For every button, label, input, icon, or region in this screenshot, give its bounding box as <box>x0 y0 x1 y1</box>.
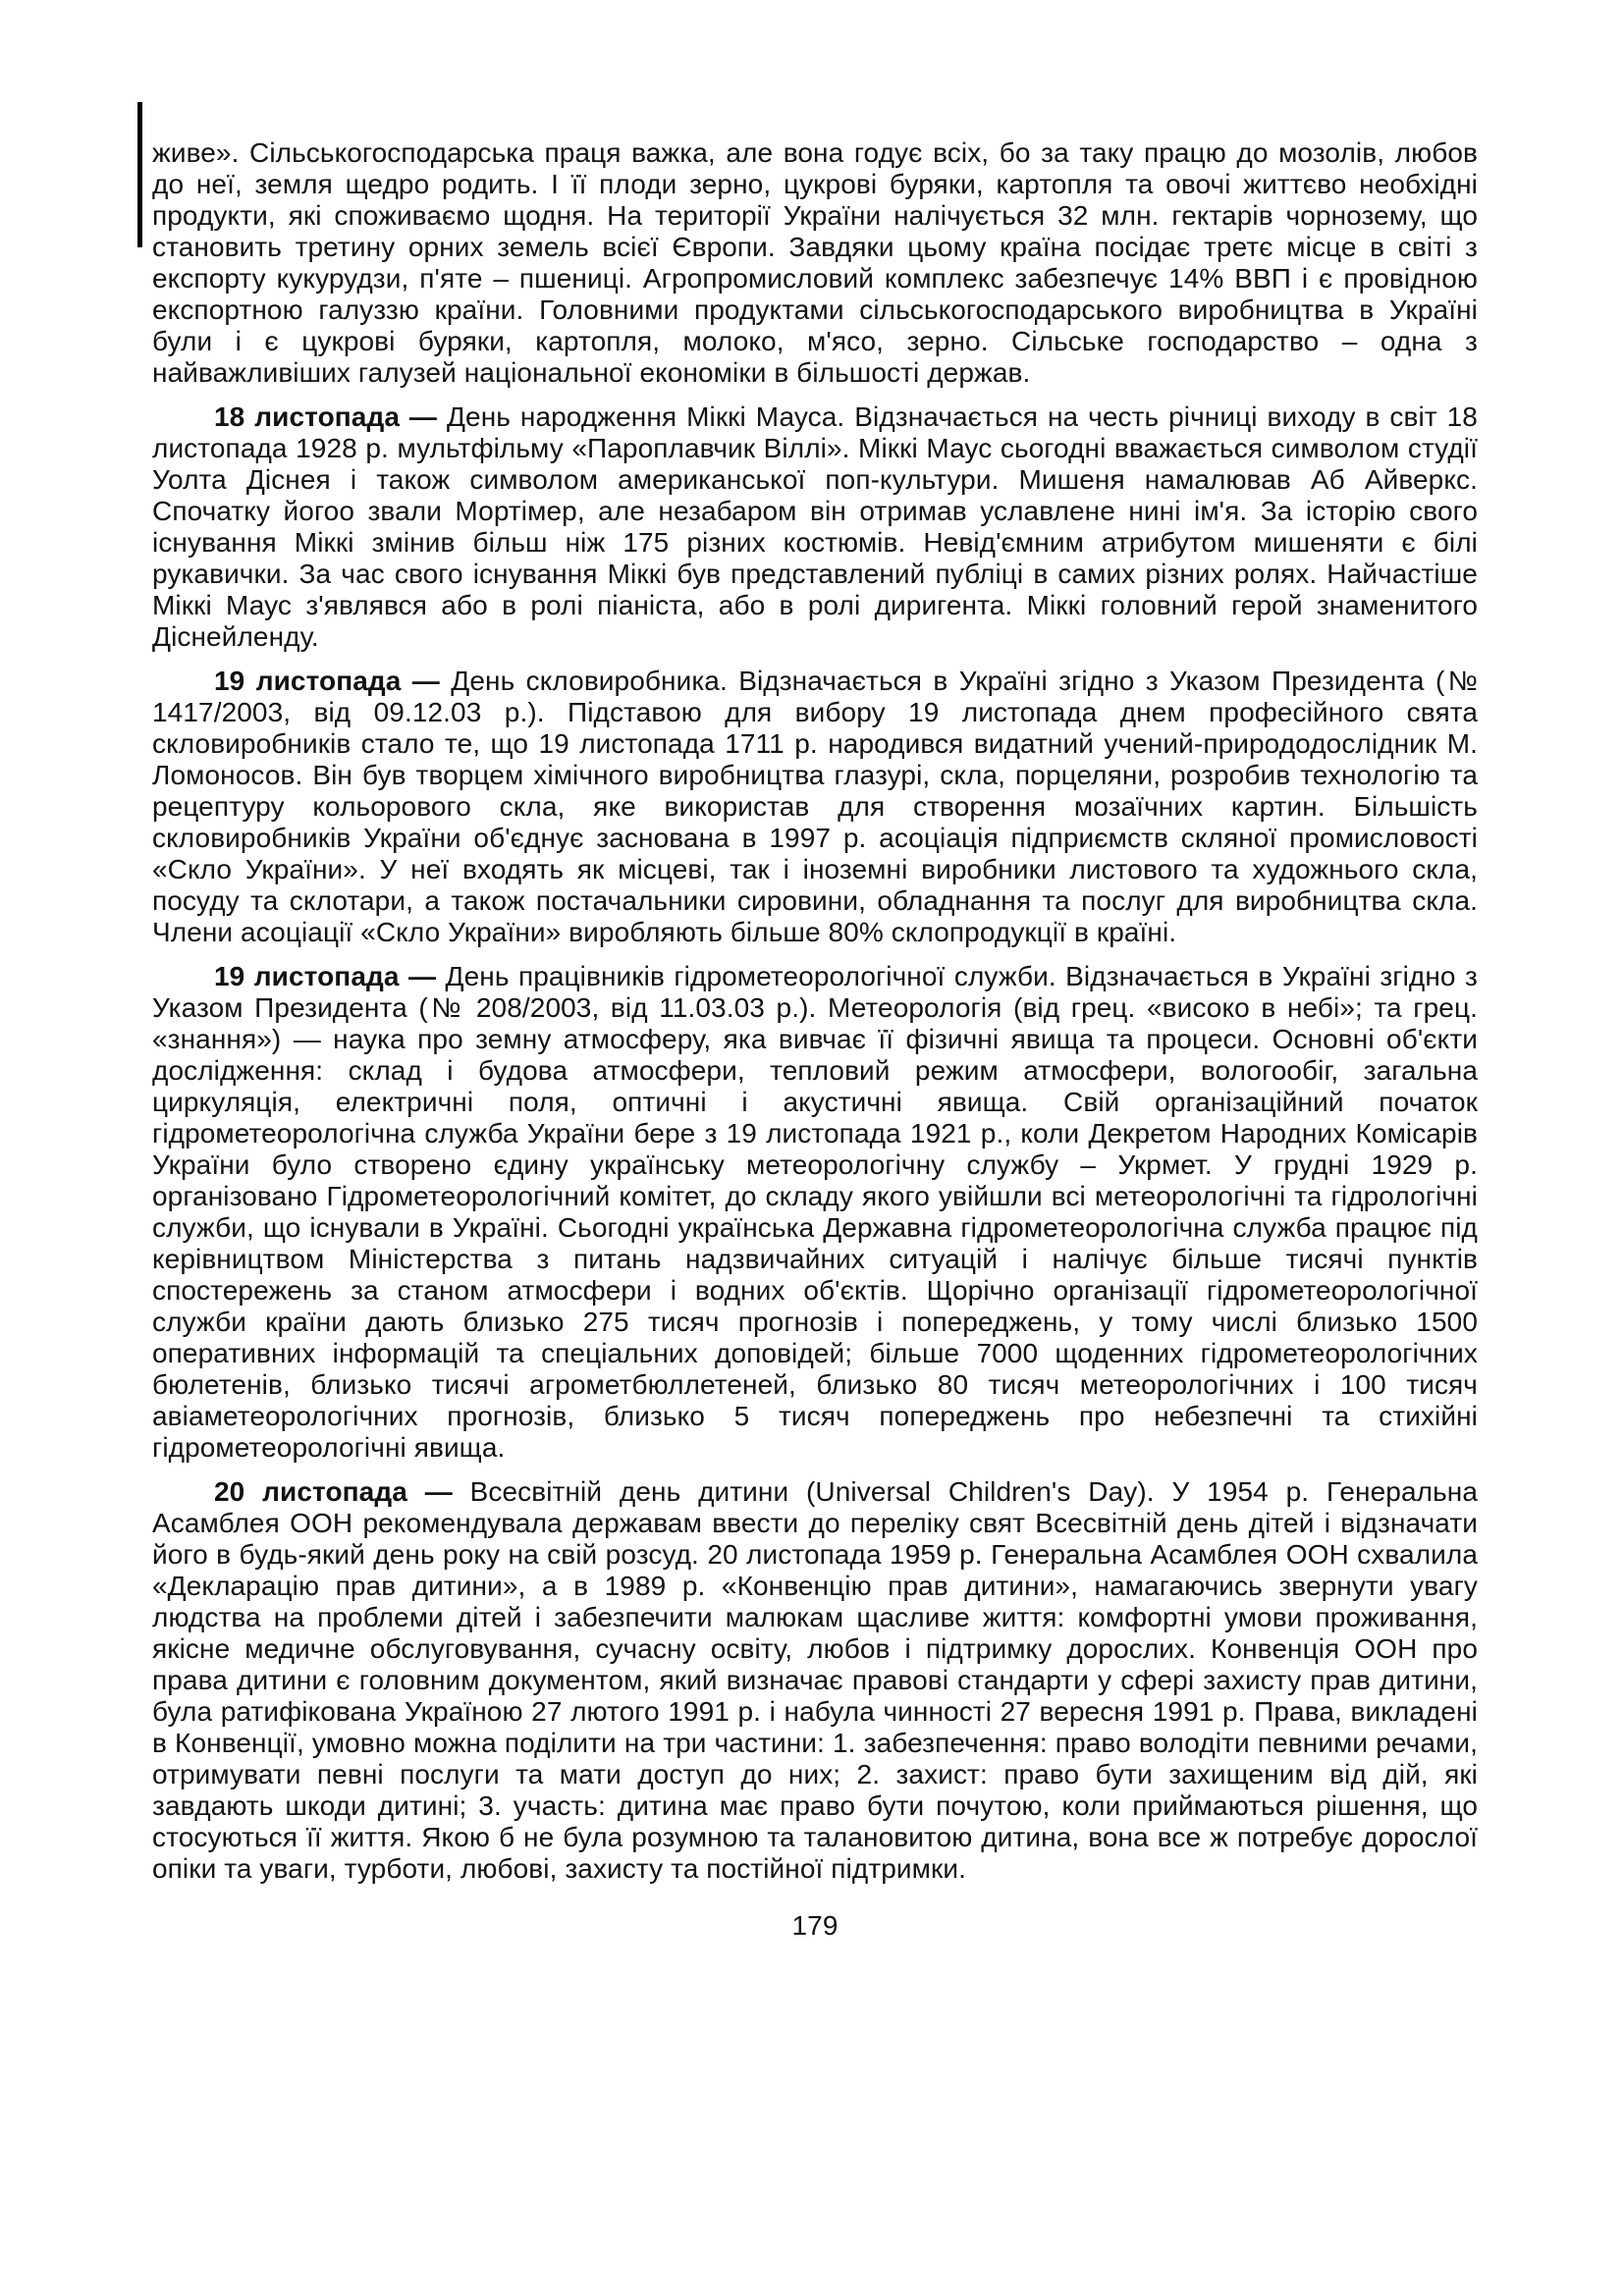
paragraph-november-19-hydromet <box>152 961 1478 1464</box>
paragraph-text: Всесвітній день дитини (Universal Children's Day). У 1954 р. Генеральна Асамблея ООН рекомендувала державам ввести до переліку свят Всесвітній день дітей і відзначати його в будь-який день року на свій розсуд. 20 листопада 1959 р. Генеральна Асамблея ООН схвалила «Декларацію прав дитини», а в 1989 р. «Конвенцію прав дитини», намагаючись звернути увагу людства на проблеми дітей і забезпечити малюкам щасливе життя: комфортні умови проживання, якісне медичне обслуговування, сучасну освіту, любов і підтримку дорослих. Конвенція ООН про права дитини є головним документом, який визначає правові стандарти у сфері захисту прав дитини, була ратифікована Україною 27 лютого 1991 р. і набула чинності 27 вересня 1991 р. Права, викладені в Конвенції, умовно можна поділити на три частини: 1. забезпечення: право володіти певними речами, отримувати певні послуги та мати доступ до них; 2. захист: право бути захищеним від дій, які завдають шкоди дитині; 3. участь: дитина має право бути почутою, коли приймаються рішення, що стосуються її життя. Якою б не була розумною та талановитою дитина, вона все ж потребує дорослої опіки та уваги, турботи, любові, захисту та постійної підтримки. <box>152 1476 1478 1884</box>
paragraph-text: День народження Міккі Мауса. Відзначається на честь річниці виходу в світ 18 листопада 1928 р. мультфільму «Пароплавчик Віллі». Міккі Маус сьогодні вважається символом студії Уолта Діснея і також символом американської поп-культури. Мишеня намалював Аб Айверкс. Спочатку йогоо звали Мортімер, але незабаром він отримав уславлене нині ім'я. За історію свого існування Міккі змінив більш ніж 175 різних костюмів. Невід'ємним атрибутом мишеняти є білі рукавички. За час свого існування Міккі був представлений публіці в самих різних ролях. Найчастіше Міккі Маус з'являвся або в ролі піаніста, або в ролі диригента. Міккі головний герой знаменитого Діснейленду. <box>152 401 1478 652</box>
paragraph-lead: 19 листопада — <box>214 666 452 696</box>
scan-artifact <box>137 102 142 247</box>
paragraph-text: живе». Сільськогосподарська праця важка, але вона годує всіх, бо за таку працю до мозолів, любов до неї, земля щедро родить. І її плоди зерно, цукрові буряки, картопля та овочі життєво необхідні продукти, які споживаємо щодня. На території України налічується 32 млн. гектарів чорнозему, що становить третину орних земель всієї Європи. Завдяки цьому країна посідає третє місце в світі з експорту кукурудзи, п'яте – пшениці. Агропромисловий комплекс забезпечує 14% ВВП і є провідною експортною галуззю країни. Головними продуктами сільськогосподарського виробництва в Україні були і є цукрові буряки, картопля, молоко, м'ясо, зерно. Сільське господарство – одна з найважливіших галузей національної економіки в більшості держав. <box>152 137 1478 388</box>
page-content <box>152 137 1478 1942</box>
paragraph-text: День працівників гідрометеорологічної служби. Відзначається в Україні згідно з Указом Президента (№ 208/2003, від 11.03.03 р.). Метеорологія (від грец. «високо в небі»; та грец. «знання») — наука про земну атмосферу, яка вивчає її фізичні явища та процеси. Основні об'єкти дослідження: склад і будова атмосфери, тепловий режим атмосфери, вологообіг, загальна циркуляція, електричні поля, оптичні і акустичні явища. Свій організаційний початок гідрометеорологічна служба України бере з 19 листопада 1921 р., коли Декретом Народних Комісарів України було створено єдину українську метеорологічну службу – Укрмет. У грудні 1929 р. організовано Гідрометеорологічний комітет, до складу якого увійшли всі метеорологічні та гідрологічні служби, що існували в Україні. Сьогодні українська Державна гідрометеорологічна служба працює під керівництвом Міністерства з питань надзвичайних ситуацій і налічує більше тисячі пунктів спостережень за станом атмосфери і водних об'єктів. Щорічно організації гідрометеорологічної служби країни дають близько 275 тисяч прогнозів і попереджень, у тому числі близько 1500 оперативних інформацій та спеціальних доповідей; більше 7000 щоденних гідрометеорологічних бюлетенів, близько тисячі агрометбюллетеней, близько 80 тисяч метеорологічних і 100 тисяч авіаметеорологічних прогнозів, близько 5 тисяч попереджень про небезпечні та стихійні гідрометеорологічні явища. <box>152 961 1478 1463</box>
paragraph-text: День скловиробника. Відзначається в Україні згідно з Указом Президента (№ 1417/2003, від 09.12.03 р.). Підставою для вибору 19 листопада днем професійного свята скловиробників стало те, що 19 листопада 1711 р. народився видатний учений-природодослідник М. Ломоносов. Він був творцем хімічного виробництва глазурі, скла, порцеляни, розробив технологію та рецептуру кольорового скла, яке використав для створення мозаїчних картин. Більшість скловиробників України об'єднує заснована в 1997 р. асоціація підприємств скляної промисловості «Скло України». У неї входять як місцеві, так і іноземні виробники листового та художнього скла, посуду та склотари, а також постачальники сировини, обладнання та послуг для виробництва скла. Члени асоціації «Скло України» виробляють більше 80% склопродукції в країні. <box>152 666 1478 947</box>
paragraph-lead: 19 листопада — <box>214 961 446 991</box>
paragraph-november-18 <box>152 401 1478 653</box>
page-number: 179 <box>791 1910 839 1941</box>
paragraph-november-19-glassmaker <box>152 666 1478 948</box>
paragraph-lead: 20 листопада — <box>214 1476 470 1507</box>
paragraph-november-20 <box>152 1476 1478 1885</box>
paragraph-lead: 18 листопада — <box>214 401 447 432</box>
paragraph-continuation <box>152 137 1478 389</box>
